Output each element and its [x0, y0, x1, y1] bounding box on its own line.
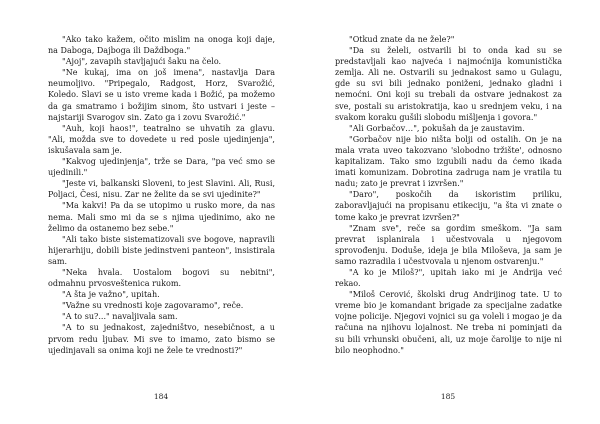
paragraph: "Ajoj", zavapih stavljajući šaku na čelo. [62, 57, 222, 67]
paragraph: "Ako tako kažem, očito mislim na onoga koji daje, na Daboga, Dajboga ili Daždboga." [48, 35, 275, 56]
paragraph: "Važne su vrednosti koje zagovaramo", reče. [62, 301, 244, 311]
paragraph: "Neka hvala. Uostalom bogovi su nebitni", odmahnu prvosveštenica rukom. [48, 267, 275, 289]
paragraph: "Da su želeli, ostvarili bi to onda kad su se predstavljali kao najveća i najmoćnija komunistička zemlja. Ali ne. Ostvarili su jednakost samo u Gulagu, gde su svi bili jednako poniženi, jednako gladni i nemoćni. Oni koji su trebali da ostvare jednakost za sve, postali su aristokratija, kao u srednjem veku, i na svakom koraku gušili slobodu mišljenja i govora." [335, 46, 562, 122]
paragraph: "Ali tako biste sistematizovali sve bogove, napravili hijerarhiju, dobili biste jedinstveni panteon", insistirala sam. [48, 234, 275, 266]
paragraph: "A ko je Miloš?", upitah iako mi je Andrija već rekao. [335, 267, 562, 289]
paragraph: "Ne kukaj, ima on još imena", nastavlja Dara neumoljivo. "Pripegalo, Radgost, Horz, Svarožić, Koledo. Slavi se u isto vreme kada i Božić, pa možemo da ga smatramo i božijim sinom, što ustvari i jeste – najstariji Svarogov sin. Zato ga i zovu Svarožić." [48, 68, 275, 122]
paragraph: "Ali Gorbačov…", pokušah da je zaustavim. [349, 123, 525, 133]
right-page [300, 0, 600, 424]
paragraph: "Miloš Cerović, školski drug Andrijinog tate. U to vreme bio je komandant brigade za specijalne zadatke vojne policije. Njegovi vojnici su ga voleli i mogao je da računa na njihovu lojalnost. Ne treba ni pominjati da su bili vrhunski obučeni, ali, uz moje čarolije to nije ni bilo neophodno." [335, 290, 562, 355]
paragraph: "Gorbačov nije bio ništa bolji od ostalih. On je na mala vrata uveo takozvano 'slobodno tržište', odnosno kapitalizam. Tako smo izgubili nadu da ćemo ikada imati komunizam. Dobrotina zadruga nam je vratila tu nadu; zato je prevrat i izvršen." [335, 134, 562, 189]
paragraph: "A šta je važno", upitah. [62, 290, 160, 300]
paragraph: "Otkud znate da ne žele?" [349, 35, 455, 44]
left-page-text [48, 34, 275, 356]
paragraph: "Jeste vi, balkanski Sloveni, to jest Slavini. Ali, Rusi, Poljaci, Česi, nisu. Zar ne želite da se svi ujedinite?" [48, 179, 275, 200]
paragraph: "Daro", poskočih da iskoristim priliku, zaboravljajući na propisanu etikeciju, "a šta vi znate o tome kako je prevrat izvršen?" [335, 190, 562, 222]
paragraph: "Ma kakvi! Pa da se utopimo u rusko more, da nas nema. Mali smo mi da se s njima ujedinimo, ako ne želimo da ostanemo bez sebe." [48, 201, 275, 233]
right-page-text [335, 34, 562, 356]
page-number: 184 [153, 392, 169, 401]
paragraph: "A to su jednakost, zajedništvo, nesebičnost, a u prvom redu ljubav. Mi sve to imamo, zato bismo se ujedinjavali sa onima koji ne žele te vrednosti?" [48, 323, 275, 355]
paragraph: "Auh, koji haos!", teatralno se uhvatih za glavu. "Ali, možda sve to dovedete u red posle ujedinjenja", iskušavala sam je. [48, 123, 275, 155]
page-number: 185 [440, 392, 456, 401]
paragraph: "A to su?..." navaljivala sam. [62, 312, 178, 322]
paragraph: "Znam sve", reče sa gordim smeškom. "Ja sam prevrat isplanirala i učestvovala u njegovom sprovođenju. Doduše, ideja je bila Miloševa, ja sam je samo razradila i učestvovala u njenom ostvarenju." [335, 223, 562, 266]
paragraph: "Kakvog ujedinjenja", trže se Dara, "pa već smo se ujedinili." [48, 157, 275, 178]
